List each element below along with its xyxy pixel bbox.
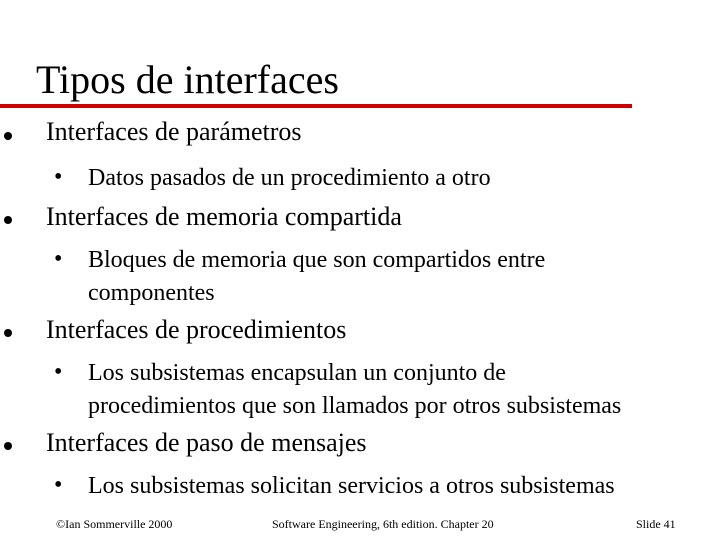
footer-slide-number: Slide 41 [636, 517, 676, 531]
bullet-item-message-passing: Interfaces de paso de mensajes [46, 428, 367, 457]
bullet-item-parameters: Interfaces de parámetros [46, 117, 302, 146]
sub-item-procedures-line-1: Los subsistemas encapsulan un conjunto de [88, 360, 506, 386]
sub-bullet-icon: • [54, 472, 63, 498]
sub-item-procedures-line-2: procedimientos que son llamados por otros subsistemas [88, 393, 622, 419]
bullet-item-shared-memory: Interfaces de memoria compartida [46, 202, 402, 231]
footer-copyright: ©Ian Sommerville 2000 [56, 517, 173, 531]
bullet-icon [4, 440, 16, 452]
sub-bullet-icon: • [54, 246, 63, 272]
sub-bullet-icon: • [54, 164, 63, 190]
sub-item-shared-memory-line-2: componentes [88, 280, 215, 306]
sub-item-shared-memory-line-1: Bloques de memoria que son compartidos entre [88, 247, 546, 273]
slide-title: Tipos de interfaces [36, 57, 339, 102]
bullet-icon [4, 327, 16, 339]
bullet-item-procedures: Interfaces de procedimientos [46, 315, 347, 344]
bullet-icon [4, 214, 16, 226]
sub-bullet-icon: • [54, 359, 63, 385]
sub-item-parameters: Datos pasados de un procedimiento a otro [88, 165, 491, 191]
title-underline [0, 104, 632, 108]
sub-item-message-passing: Los subsistemas solicitan servicios a otros subsistemas [88, 473, 615, 499]
bullet-icon [4, 130, 16, 142]
footer-book: Software Engineering, 6th edition. Chapter 20 [272, 517, 494, 531]
